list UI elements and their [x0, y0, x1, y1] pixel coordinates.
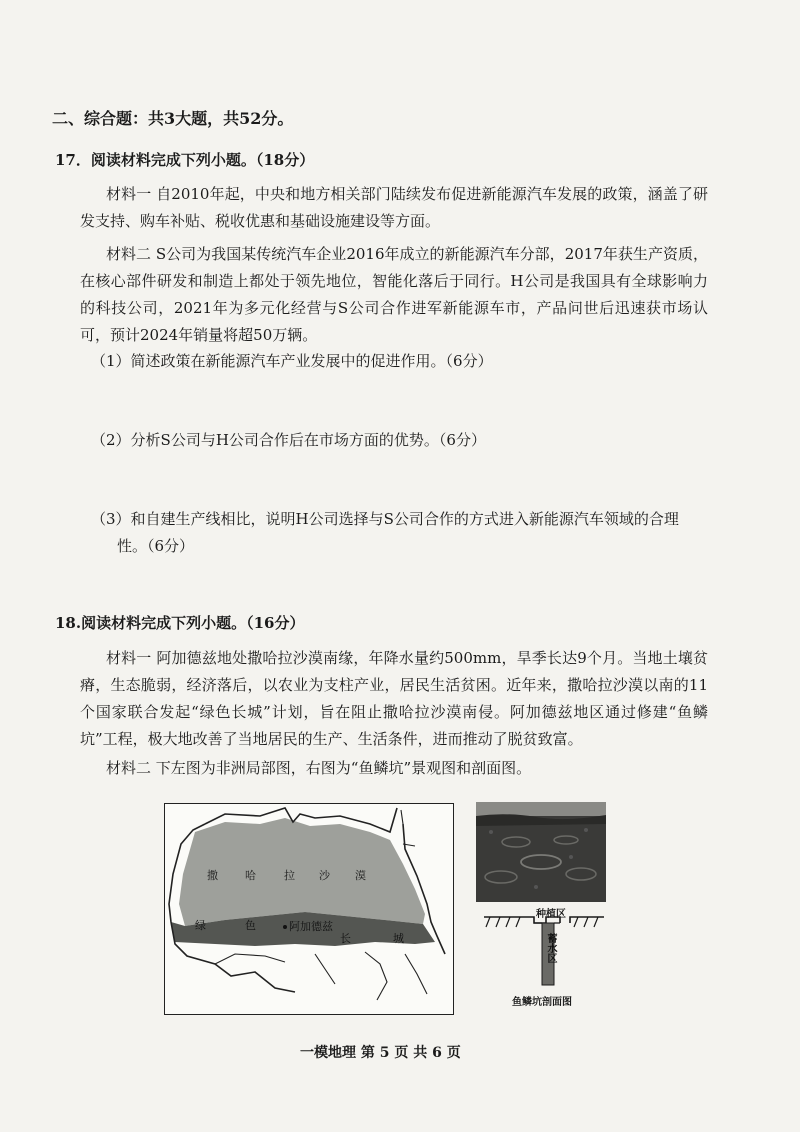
q18-material1: 材料一 阿加德兹地处撒哈拉沙漠南缘，年降水量约500mm，旱季长达9个月。当地土壤贫瘠，生态脆弱，经济落后，以农业为支柱产业，居民生活贫困。近年来，撒哈拉沙漠以南的11个国家联合发起“绿色长城”计划，旨在阻止撒哈拉沙漠南侵。阿加德兹地区通过修建“鱼鳞坑”工程，极大地改善了当地居民的生产、生活条件，进而推动了脱贫致富。: [80, 649, 708, 748]
cross-section-diagram: [480, 905, 610, 1010]
q18-material2: 材料二 下左图为非洲局部图，右图为“鱼鳞坑”景观图和剖面图。: [106, 759, 532, 777]
desert-label-3: 拉: [284, 869, 295, 882]
q17-material2: 材料二 S公司为我国某传统汽车企业2016年成立的新能源汽车分部，2017年获生产资质，在核心部件研发和制造上都处于领先地位，智能化落后于同行。H公司是我国具有全球影响力的科技公司，2021年为多元化经营与S公司合作进军新能源车市，产品问世后迅速获市场认可，预计2024年销量将超50万辆。: [80, 245, 708, 344]
q18-title: 18.阅读材料完成下列小题。（16分）: [55, 614, 305, 632]
q17-sub1: （1）简述政策在新能源汽车产业发展中的促进作用。（6分）: [91, 352, 493, 370]
page-footer: 一模地理 第 5 页 共 6 页: [300, 1045, 461, 1061]
wall-label-3: 长: [340, 932, 351, 945]
desert-label-5: 漠: [355, 869, 366, 882]
q17-sub2: （2）分析S公司与H公司合作后在市场方面的优势。（6分）: [91, 431, 486, 449]
africa-map: [164, 803, 454, 1015]
cross-section-caption: 鱼鳞坑剖面图: [512, 997, 572, 1008]
wall-label-2: 色: [245, 919, 256, 932]
desert-label-2: 哈: [245, 869, 256, 882]
section-title: 二、综合题：共3大题，共52分。: [52, 109, 294, 128]
fish-scale-pit-photo: [476, 802, 606, 902]
q17-title: 17．阅读材料完成下列小题。（18分）: [55, 151, 315, 169]
q17-material1: 材料一 自2010年起，中央和地方相关部门陆续发布促进新能源汽车发展的政策，涵盖了研发支持、购车补贴、税收优惠和基础设施建设等方面。: [80, 185, 708, 230]
agadez-label: 阿加德兹: [289, 920, 333, 933]
q17-sub3-line2: 性。（6分）: [117, 537, 195, 555]
wall-label-4: 城: [393, 932, 404, 945]
country-borders: [215, 952, 427, 1000]
agadez-point: [283, 925, 287, 929]
wall-label-1: 绿: [195, 919, 206, 932]
photo-svg: [476, 802, 606, 902]
desert-label-1: 撒: [207, 869, 218, 882]
planting-zone-label: 种植区: [536, 909, 566, 920]
q17-sub3-line1: （3）和自建生产线相比，说明H公司选择与S公司合作的方式进入新能源汽车领域的合理: [91, 510, 679, 528]
desert-label-4: 沙: [319, 869, 330, 882]
africa-map-svg: [165, 804, 453, 1014]
water-zone-label: 蓄水区: [545, 933, 556, 963]
